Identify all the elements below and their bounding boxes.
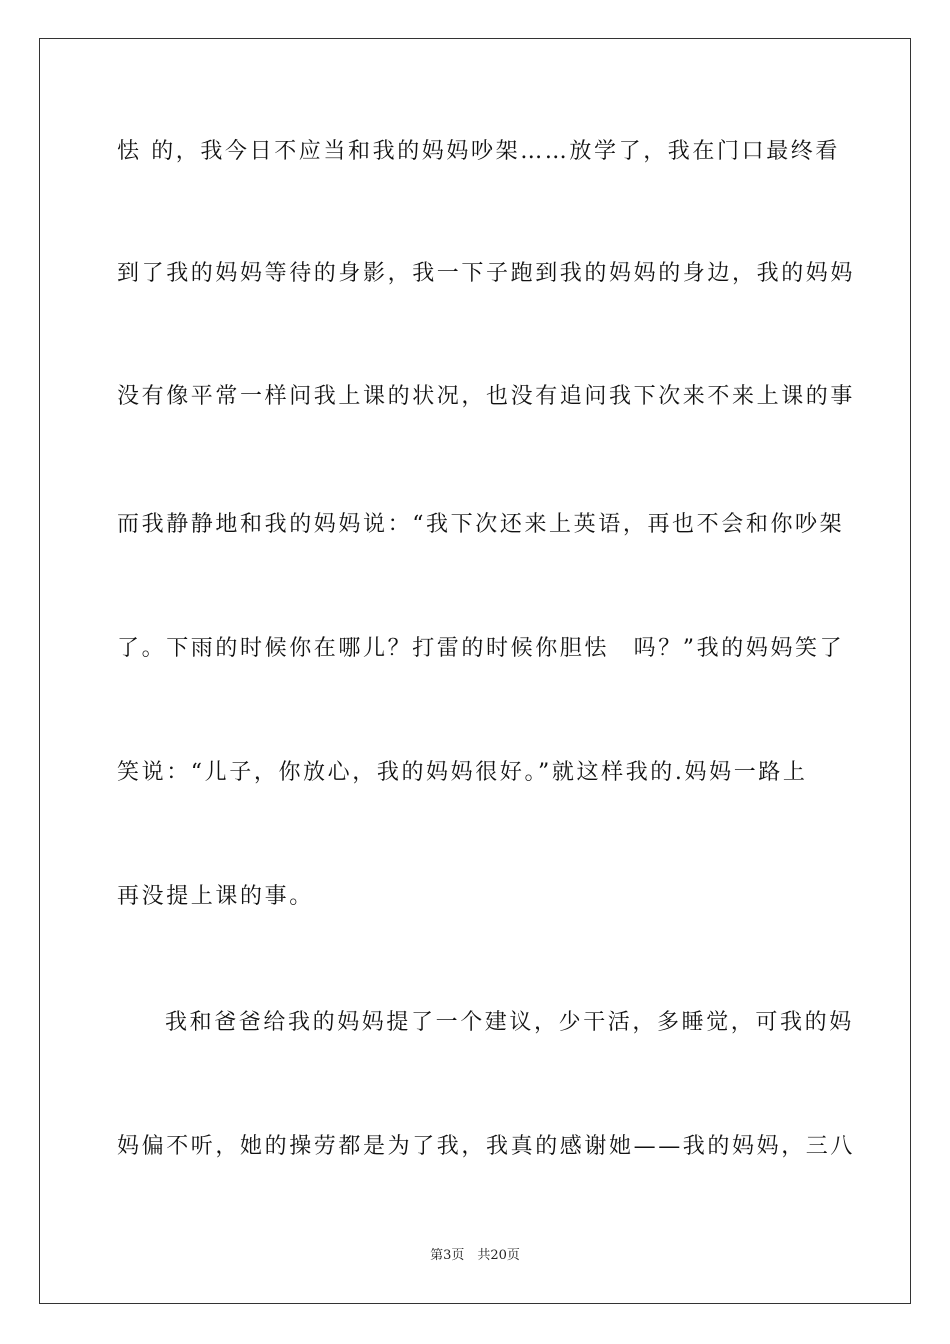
text-line-6: 笑说：“儿子，你放心，我的妈妈很好。”就这样我的.妈妈一路上 bbox=[117, 760, 808, 785]
text-line-9: 妈偏不听，她的操劳都是为了我，我真的感谢她——我的妈妈，三八 bbox=[117, 1134, 856, 1159]
text-line-5: 了。下雨的时候你在哪儿？打雷的时候你胆怯 吗？”我的妈妈笑了 bbox=[117, 636, 845, 661]
text-line-4: 而我静静地和我的妈妈说：“我下次还来上英语，再也不会和你吵架 bbox=[117, 512, 845, 537]
text-line-1: 怯 的，我今日不应当和我的妈妈吵架……放学了，我在门口最终看 bbox=[117, 139, 840, 164]
text-line-3: 没有像平常一样问我上课的状况，也没有追问我下次来不来上课的事 bbox=[117, 384, 856, 409]
text-line-7: 再没提上课的事。 bbox=[117, 884, 314, 909]
page-border bbox=[39, 38, 911, 1304]
text-line-8: 我和爸爸给我的妈妈提了一个建议，少干活，多睡觉，可我的妈 bbox=[165, 1010, 854, 1035]
page-number: 第3页 共20页 bbox=[430, 1248, 520, 1263]
text-line-2: 到了我的妈妈等待的身影，我一下子跑到我的妈妈的身边，我的妈妈 bbox=[117, 261, 856, 286]
